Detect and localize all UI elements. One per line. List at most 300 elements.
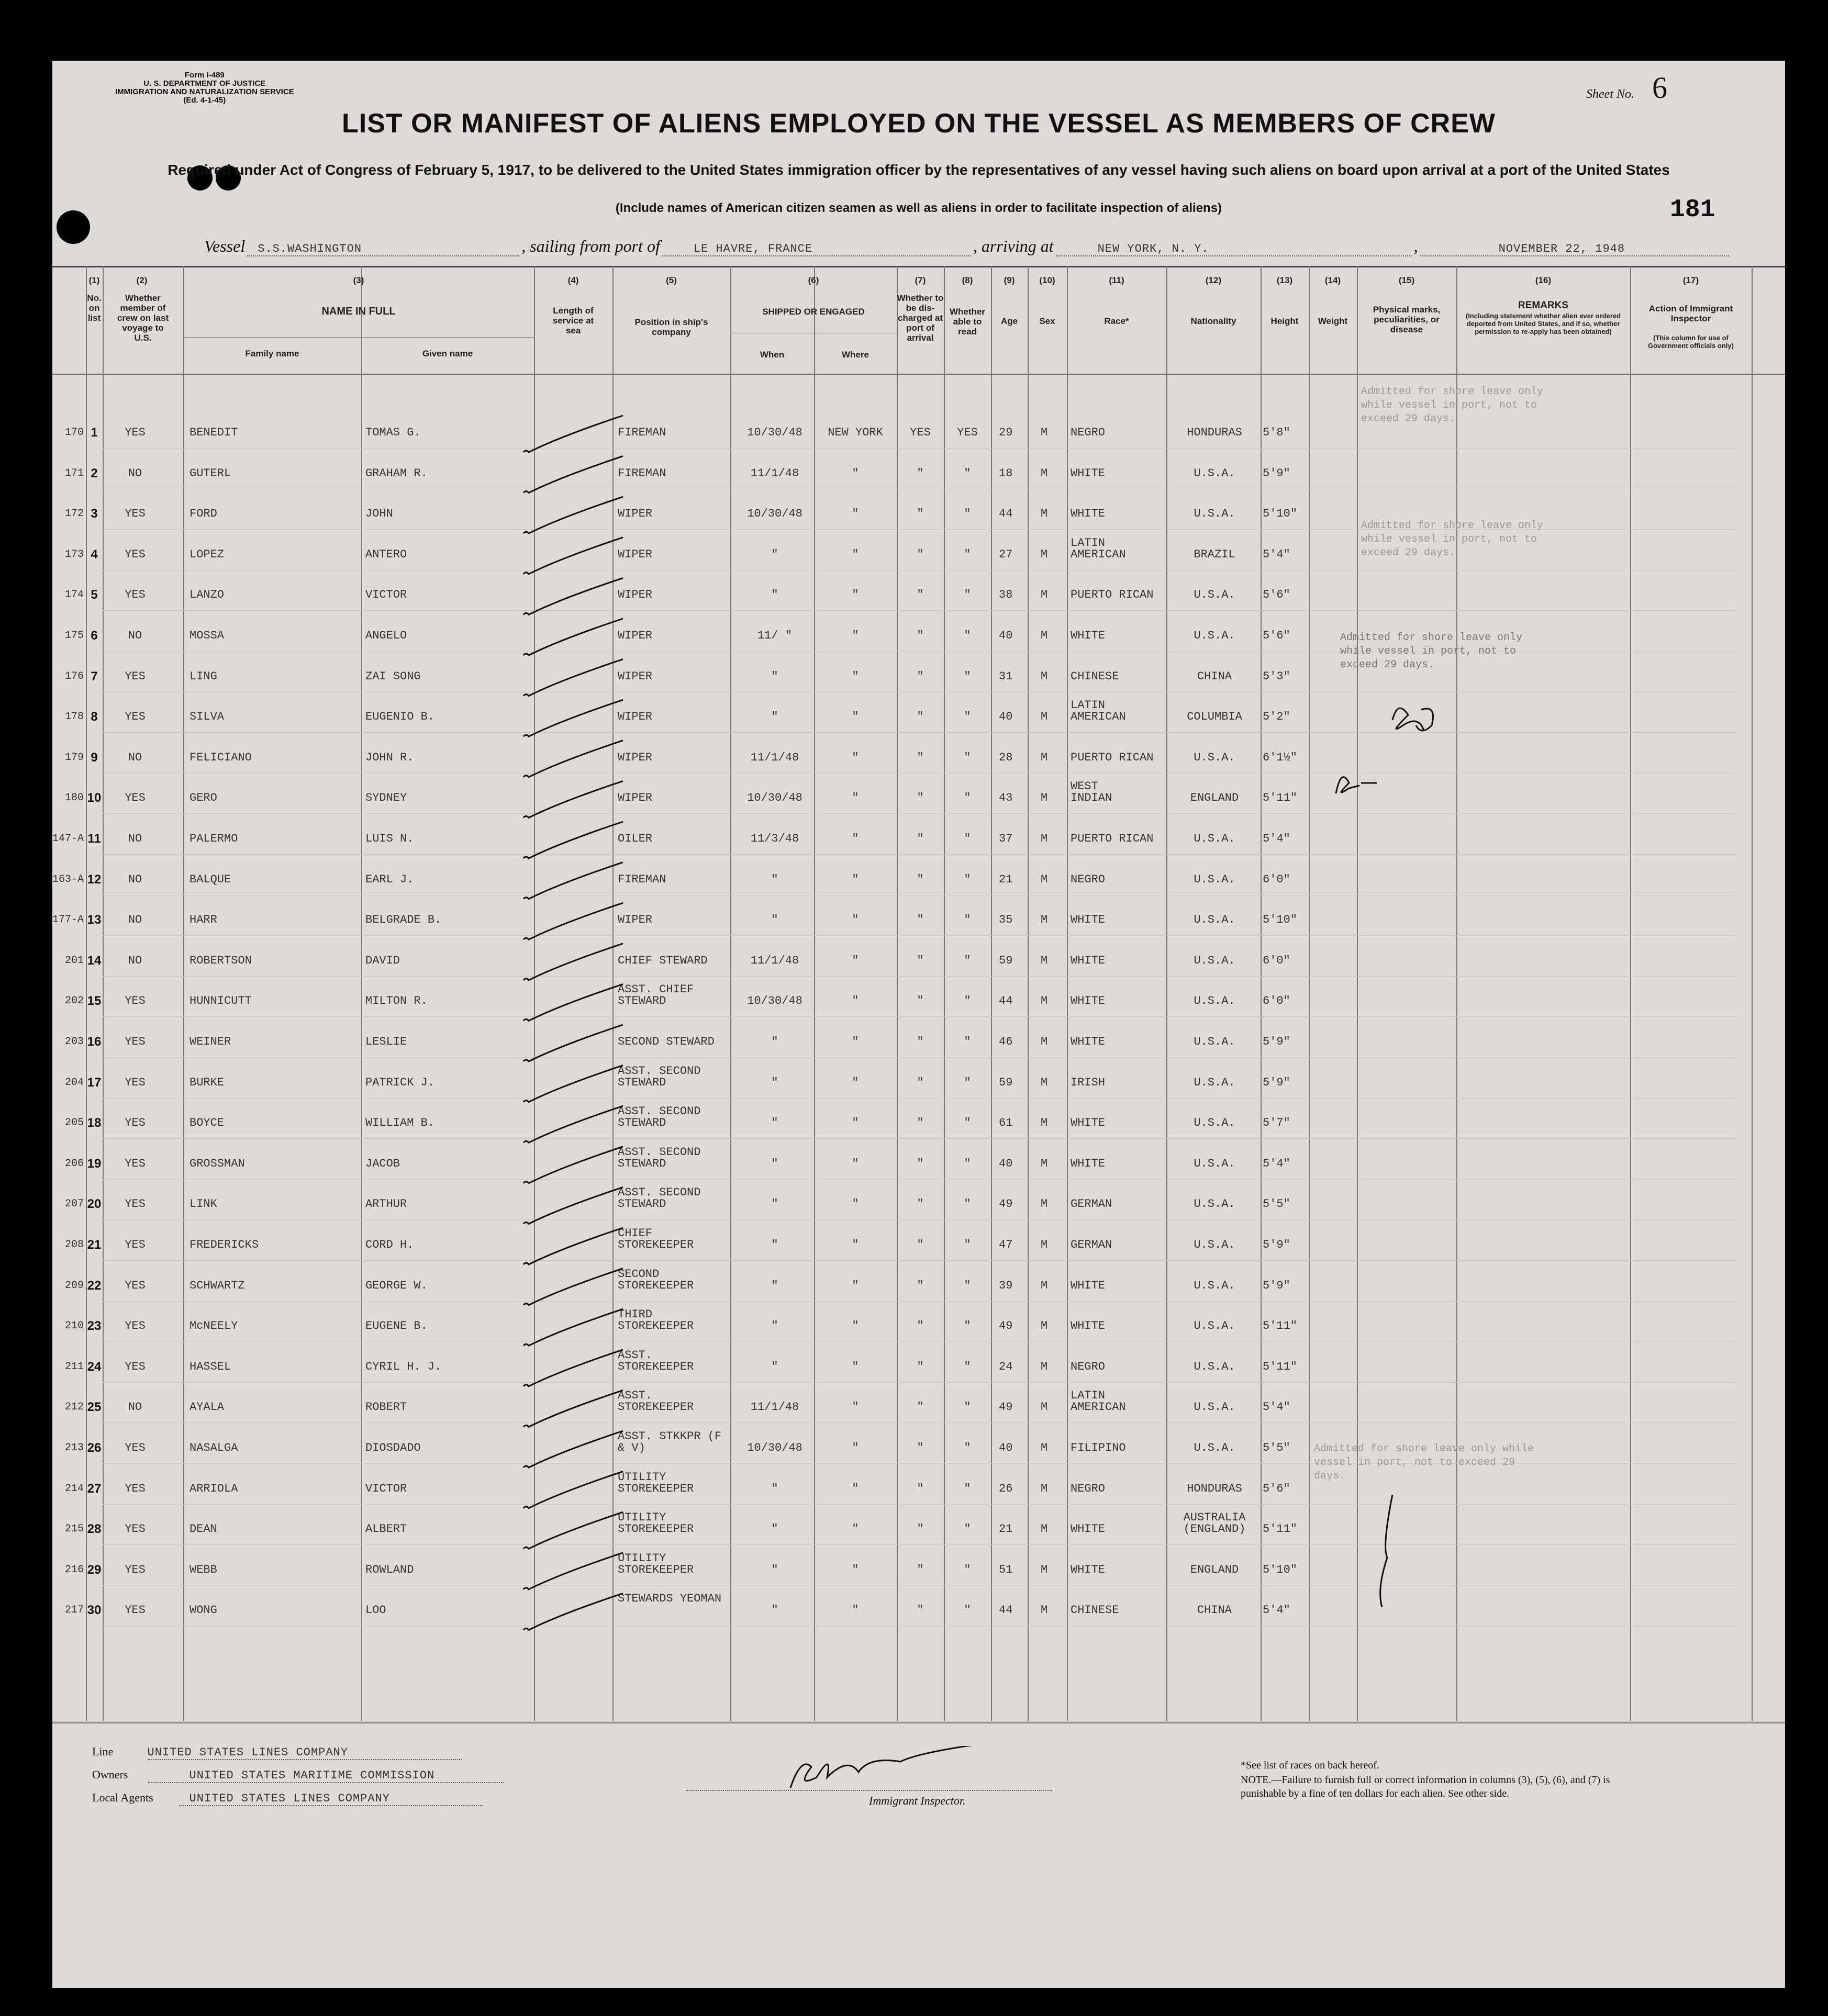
check-mark [523,984,623,1021]
check-mark [523,497,623,533]
position-cell: WIPER [618,547,653,561]
line-value: UNITED STATES LINES COMPANY [148,1746,462,1760]
nationality-cell: U.S.A. [1194,1441,1235,1454]
list-number-cell: 15 [87,994,102,1009]
ref-cell: 170 [64,427,84,439]
col1-num: (1) [88,275,100,285]
sex-cell: M [1041,1319,1048,1333]
shipped-when-cell: 11/1/48 [750,954,799,967]
height-cell: 5'5" [1263,1441,1290,1454]
sex-cell: M [1041,547,1048,561]
age-cell: 40 [999,1157,1013,1170]
able-to-read-cell: YES [957,426,978,439]
col14-header: Weight [1318,316,1348,326]
able-to-read-cell: " [964,1116,971,1130]
check-mark [523,1309,623,1346]
previous-voyage-cell: NO [128,872,142,886]
position-cell: CHIEF STEWARD [618,954,708,967]
family-name-cell: WEINER [190,1035,231,1048]
check-mark [523,1187,623,1224]
handwritten-stroke [1372,1489,1403,1615]
race-cell: LATIN AMERICAN [1071,536,1126,561]
position-cell: ASST. STOREKEEPER [618,1348,694,1373]
list-number-cell: 8 [91,710,98,724]
check-mark [523,537,623,574]
ref-cell: 175 [64,630,84,642]
shipped-where-cell: " [852,629,859,642]
remarks-stamp: Admitted for shore leave only while vessel in port, not to exceed 29 days. [1361,520,1544,559]
sex-cell: M [1041,1035,1048,1048]
given-name-cell: EUGENE B. [365,1319,428,1333]
race-cell: PUERTO RICAN [1071,751,1154,764]
form-dept: U. S. DEPARTMENT OF JUSTICE [143,79,266,88]
col16-note: (Including statement whether alien ever ordered deported from United States, and if so, whether permission to re-apply has been obtained) [1465,312,1621,335]
list-number-cell: 23 [87,1319,102,1334]
sex-cell: M [1041,1401,1048,1414]
check-mark [523,781,623,817]
age-cell: 59 [999,954,1013,967]
able-to-read-cell: " [964,913,971,927]
discharged-cell: " [917,994,924,1008]
height-cell: 6'0" [1263,994,1290,1008]
col5-header: Position in ship's company [634,317,708,337]
height-cell: 5'6" [1263,629,1290,642]
check-mark [523,741,623,777]
nationality-cell: U.S.A. [1194,1401,1235,1414]
voyage-line: Vessel S.S.WASHINGTON , sailing from port of LE HAVRE, FRANCE , arriving at NEW YORK, N. Y. , NOVEMBER 22, 1948 [204,237,1729,256]
given-name-cell: CORD H. [365,1238,414,1251]
nationality-cell: U.S.A. [1194,507,1235,521]
height-cell: 5'9" [1263,1076,1290,1089]
height-cell: 5'6" [1263,1482,1290,1495]
shipped-where-cell: " [852,1401,859,1414]
age-cell: 40 [999,710,1013,724]
shipped-when-cell: 11/1/48 [750,466,799,480]
race-cell: LATIN AMERICAN [1071,1389,1126,1414]
discharged-cell: " [917,1116,924,1130]
discharged-cell: " [917,1482,924,1495]
nationality-cell: U.S.A. [1194,588,1235,602]
previous-voyage-cell: NO [128,629,142,642]
height-cell: 5'11" [1263,1522,1298,1536]
able-to-read-cell: " [964,1441,971,1454]
family-name-cell: ROBERTSON [190,954,252,967]
owners-label: Owners [92,1768,128,1781]
form-number: Form I-489 [184,71,225,80]
previous-voyage-cell: NO [128,954,142,967]
list-number-cell: 2 [91,466,98,480]
family-name-cell: FELICIANO [190,751,252,764]
age-cell: 44 [999,1604,1013,1617]
col15-num: (15) [1398,275,1415,285]
height-cell: 5'4" [1263,832,1290,845]
col11-num: (11) [1109,275,1124,285]
shipped-where-cell: " [852,1482,859,1495]
nationality-cell: U.S.A. [1194,1076,1235,1089]
age-cell: 40 [999,629,1013,642]
family-name-cell: NASALGA [190,1441,238,1454]
able-to-read-cell: " [964,466,971,480]
able-to-read-cell: " [964,669,971,683]
list-number-cell: 11 [87,832,101,846]
position-cell: OILER [618,832,653,845]
sex-cell: M [1041,1197,1048,1211]
form-identifier [115,71,294,105]
able-to-read-cell: " [964,1319,971,1333]
previous-voyage-cell: YES [125,1157,146,1170]
height-cell: 5'7" [1263,1116,1290,1130]
race-cell: NEGRO [1071,1482,1106,1495]
discharged-cell: " [917,1604,924,1617]
able-to-read-cell: " [964,1482,971,1495]
sex-cell: M [1041,913,1048,927]
form-service: IMMIGRATION AND NATURALIZATION SERVICE [115,87,294,96]
previous-voyage-cell: NO [128,913,142,927]
sex-cell: M [1041,1157,1048,1170]
ref-cell: 180 [64,792,84,804]
list-number-cell: 17 [87,1075,102,1090]
ref-cell: 171 [64,467,84,479]
shipped-where-cell: " [852,669,859,683]
shipped-when-cell: " [771,588,778,602]
sex-cell: M [1041,791,1048,805]
previous-voyage-cell: YES [125,507,146,521]
age-cell: 27 [999,547,1013,561]
manifest-sheet [52,61,1785,1988]
shipped-when-cell: " [771,913,778,927]
discharged-cell: " [917,954,924,967]
able-to-read-cell: " [964,791,971,805]
family-name-cell: MOSSA [190,629,225,642]
shipped-when-cell: " [771,872,778,886]
given-name-cell: GRAHAM R. [365,466,428,480]
arriving-label: , arriving at [973,237,1054,255]
discharged-cell: " [917,588,924,602]
family-name-cell: BALQUE [190,872,231,886]
ref-cell: 173 [64,548,84,561]
able-to-read-cell: " [964,710,971,724]
list-number-cell: 5 [91,588,98,602]
shipped-where-cell: " [852,1035,859,1048]
previous-voyage-cell: YES [125,791,146,805]
family-name-cell: GUTERL [190,466,231,480]
discharged-cell: " [917,710,924,724]
races-note: *See list of races on back hereof. [1241,1760,1379,1771]
nationality-cell: U.S.A. [1194,954,1235,967]
position-cell: WIPER [618,507,653,521]
previous-voyage-cell: YES [125,1279,146,1292]
family-name-cell: HUNNICUTT [190,994,252,1008]
family-name-cell: GERO [190,791,217,805]
position-cell: UTILITY STOREKEEPER [618,1511,694,1536]
family-name-cell: SILVA [190,710,225,724]
given-name-cell: BELGRADE B. [365,913,442,927]
able-to-read-cell: " [964,1522,971,1536]
age-cell: 31 [999,669,1013,683]
family-name-cell: PALERMO [190,832,238,845]
list-number-cell: 19 [87,1156,102,1171]
col17-num: (17) [1682,275,1699,285]
discharged-cell: " [917,547,924,561]
agents-value: UNITED STATES LINES COMPANY [179,1792,483,1806]
nationality-cell: ENGLAND [1190,791,1239,805]
col8-num: (8) [962,275,973,285]
ref-cell: 172 [64,508,84,520]
position-cell: WIPER [618,710,653,724]
nationality-cell: U.S.A. [1194,832,1235,845]
nationality-cell: U.S.A. [1194,629,1235,642]
age-cell: 39 [999,1279,1013,1292]
shipped-when-cell: " [771,547,778,561]
ref-cell: 208 [64,1239,84,1251]
family-name-cell: SCHWARTZ [190,1279,245,1292]
previous-voyage-cell: YES [125,426,146,439]
form-edition: (Ed. 4-1-45) [183,96,226,105]
height-cell: 5'11" [1263,1360,1298,1373]
height-cell: 6'0" [1263,872,1290,886]
discharged-cell: " [917,466,924,480]
able-to-read-cell: " [964,1279,971,1292]
height-cell: 5'4" [1263,547,1290,561]
nationality-cell: HONDURAS [1187,1482,1242,1495]
service-checkmarks [513,380,639,1720]
shipped-where-cell: " [852,751,859,764]
col4-header: Length of service at sea [552,306,594,335]
remarks-stamp: Admitted for shore leave only while vessel in port, not to exceed 29 days. [1340,632,1523,671]
sex-cell: M [1041,710,1048,724]
race-cell: NEGRO [1071,1360,1106,1373]
family-name-cell: LING [190,669,217,683]
family-name-cell: DEAN [190,1522,217,1536]
discharged-cell: " [917,1319,924,1333]
race-cell: WHITE [1071,954,1106,967]
check-mark [523,456,623,493]
family-name-cell: FREDERICKS [190,1238,259,1251]
sex-cell: M [1041,507,1048,521]
shipped-when-cell: " [771,1116,778,1130]
list-number-cell: 13 [87,913,102,927]
discharged-cell: " [917,629,924,642]
position-cell: WIPER [618,913,653,927]
height-cell: 5'9" [1263,1035,1290,1048]
previous-voyage-cell: YES [125,1116,146,1130]
previous-voyage-cell: NO [128,832,142,845]
nationality-cell: U.S.A. [1194,751,1235,764]
position-cell: ASST. STOREKEEPER [618,1389,694,1414]
where-header: Where [842,350,869,360]
shipped-when-cell: 11/3/48 [750,832,799,845]
shipped-when-cell: " [771,1238,778,1251]
race-cell: WHITE [1071,1319,1106,1333]
able-to-read-cell: " [964,1604,971,1617]
position-cell: FIREMAN [618,872,666,886]
race-cell: WHITE [1071,1522,1106,1536]
remarks-stamp: Admitted for shore leave only while vessel in port, not to exceed 29 days. [1361,386,1544,425]
ref-cell: 207 [64,1198,84,1211]
age-cell: 44 [999,507,1013,521]
shipped-where-cell: " [852,1522,859,1536]
age-cell: 59 [999,1076,1013,1089]
race-cell: IRISH [1071,1076,1106,1089]
age-cell: 47 [999,1238,1013,1251]
col4-num: (4) [567,275,579,285]
shipped-when-cell: " [771,710,778,724]
age-cell: 49 [999,1401,1013,1414]
able-to-read-cell: " [964,1157,971,1170]
shipped-when-cell: 10/30/48 [747,426,802,439]
shipped-where-cell: " [852,791,859,805]
page-title: LIST OR MANIFEST OF ALIENS EMPLOYED ON THE VESSEL AS MEMBERS OF CREW [342,108,1496,139]
previous-voyage-cell: NO [128,466,142,480]
age-cell: 46 [999,1035,1013,1048]
list-number-cell: 27 [87,1481,102,1496]
nationality-cell: U.S.A. [1194,1319,1235,1333]
nationality-cell: U.S.A. [1194,1238,1235,1251]
previous-voyage-cell: YES [125,1522,146,1536]
col2-header: Whether member of crew on last voyage to U.S. [117,293,169,343]
position-cell: WIPER [618,751,653,764]
given-name-cell: TOMAS G. [365,426,421,439]
able-to-read-cell: " [964,1076,971,1089]
age-cell: 21 [999,872,1013,886]
check-mark [523,416,623,452]
ref-cell: 174 [64,589,84,601]
race-cell: WHITE [1071,1116,1106,1130]
footer-agents [92,1791,483,1806]
previous-voyage-cell: YES [125,710,146,724]
position-cell: ASST. CHIEF STEWARD [618,983,694,1008]
nationality-cell: U.S.A. [1194,1035,1235,1048]
vessel-name: S.S.WASHINGTON [247,242,519,256]
sex-cell: M [1041,669,1048,683]
footer-line [92,1745,462,1760]
list-number-cell: 20 [87,1197,102,1212]
shipped-where-cell: " [852,872,859,886]
ref-cell: 163-A [52,873,84,886]
race-cell: WHITE [1071,913,1106,927]
shipped-where-cell: " [852,1360,859,1373]
owners-value: UNITED STATES MARITIME COMMISSION [148,1769,504,1783]
height-cell: 5'9" [1263,466,1290,480]
shipped-when-cell: " [771,1157,778,1170]
list-number-cell: 9 [91,750,98,765]
discharged-cell: YES [910,426,931,439]
given-name-cell: VICTOR [365,1482,407,1495]
ref-cell: 177-A [52,914,84,926]
height-cell: 6'1½" [1263,751,1298,764]
ref-cell: 214 [64,1482,84,1495]
shipped-where-cell: " [852,1157,859,1170]
discharged-cell: " [917,913,924,927]
col10-header: Sex [1039,316,1055,326]
sex-cell: M [1041,751,1048,764]
vessel-label: Vessel [204,237,246,255]
col13-header: Height [1270,316,1299,326]
previous-voyage-cell: YES [125,1076,146,1089]
height-cell: 5'8" [1263,426,1290,439]
shipped-when-cell: " [771,1482,778,1495]
sex-cell: M [1041,954,1048,967]
col3-header: NAME IN FULL [321,306,396,317]
discharged-cell: " [917,507,924,521]
race-cell: FILIPINO [1071,1441,1126,1454]
nationality-cell: U.S.A. [1194,1157,1235,1170]
age-cell: 37 [999,832,1013,845]
position-cell: WIPER [618,588,653,602]
list-number-cell: 12 [87,872,102,887]
inspector-label: Immigrant Inspector. [869,1794,966,1807]
previous-voyage-cell: YES [125,1360,146,1373]
shipped-when-cell: " [771,1522,778,1536]
sex-cell: M [1041,1279,1048,1292]
age-cell: 26 [999,1482,1013,1495]
ref-cell: 205 [64,1117,84,1129]
position-cell: THIRD STOREKEEPER [618,1308,694,1333]
previous-voyage-cell: YES [125,1563,146,1576]
col7-header: Whether to be dis-charged at port of arrival [897,293,944,343]
shipped-when-cell: " [771,1279,778,1292]
nationality-cell: U.S.A. [1194,466,1235,480]
nationality-cell: COLUMBIA [1187,710,1242,724]
handwritten-initials [1330,673,1550,830]
family-name-cell: McNEELY [190,1319,238,1333]
shipped-when-cell: " [771,1563,778,1576]
position-cell: FIREMAN [618,426,666,439]
col16-num: (16) [1535,275,1552,285]
check-mark [523,863,623,899]
height-cell: 5'3" [1263,669,1290,683]
position-cell: ASST. STKKPR (F & V) [618,1430,722,1454]
previous-voyage-cell: YES [125,1035,146,1048]
race-cell: GERMAN [1071,1197,1112,1211]
line-label: Line [92,1745,114,1758]
given-name-cell: EUGENIO B. [365,710,435,724]
previous-voyage-cell: NO [128,751,142,764]
list-number-cell: 25 [87,1400,102,1415]
given-name-cell: LOO [365,1604,386,1617]
discharged-cell: " [917,669,924,683]
col5-num: (5) [666,275,677,285]
given-name-cell: ROWLAND [365,1563,414,1576]
given-name-cell: CYRIL H. J. [365,1360,442,1373]
position-cell: ASST. SECOND STEWARD [618,1145,701,1170]
given-name-cell: ROBERT [365,1401,407,1414]
given-name-cell: DIOSDADO [365,1441,421,1454]
check-mark [523,1390,623,1427]
sheet-label: Sheet No. [1586,87,1634,101]
shipped-where-cell: " [852,832,859,845]
check-mark [523,1269,623,1305]
age-cell: 29 [999,426,1013,439]
col6-header: SHIPPED OR ENGAGED [762,307,865,317]
able-to-read-cell: " [964,1238,971,1251]
race-cell: WHITE [1071,629,1106,642]
ref-cell: 201 [64,954,84,967]
shipped-where-cell: " [852,1563,859,1576]
check-mark [523,1025,623,1061]
position-cell: ASST. SECOND STEWARD [618,1105,701,1130]
race-cell: NEGRO [1071,872,1106,886]
able-to-read-cell: " [964,1197,971,1211]
ref-cell: 217 [64,1604,84,1617]
sex-cell: M [1041,872,1048,886]
check-mark [523,1512,623,1549]
race-cell: WHITE [1071,466,1106,480]
shipped-when-cell: 10/30/48 [747,994,802,1008]
position-cell: UTILITY STOREKEEPER [618,1551,694,1576]
check-mark [523,1106,623,1143]
race-cell: LATIN AMERICAN [1071,699,1126,724]
